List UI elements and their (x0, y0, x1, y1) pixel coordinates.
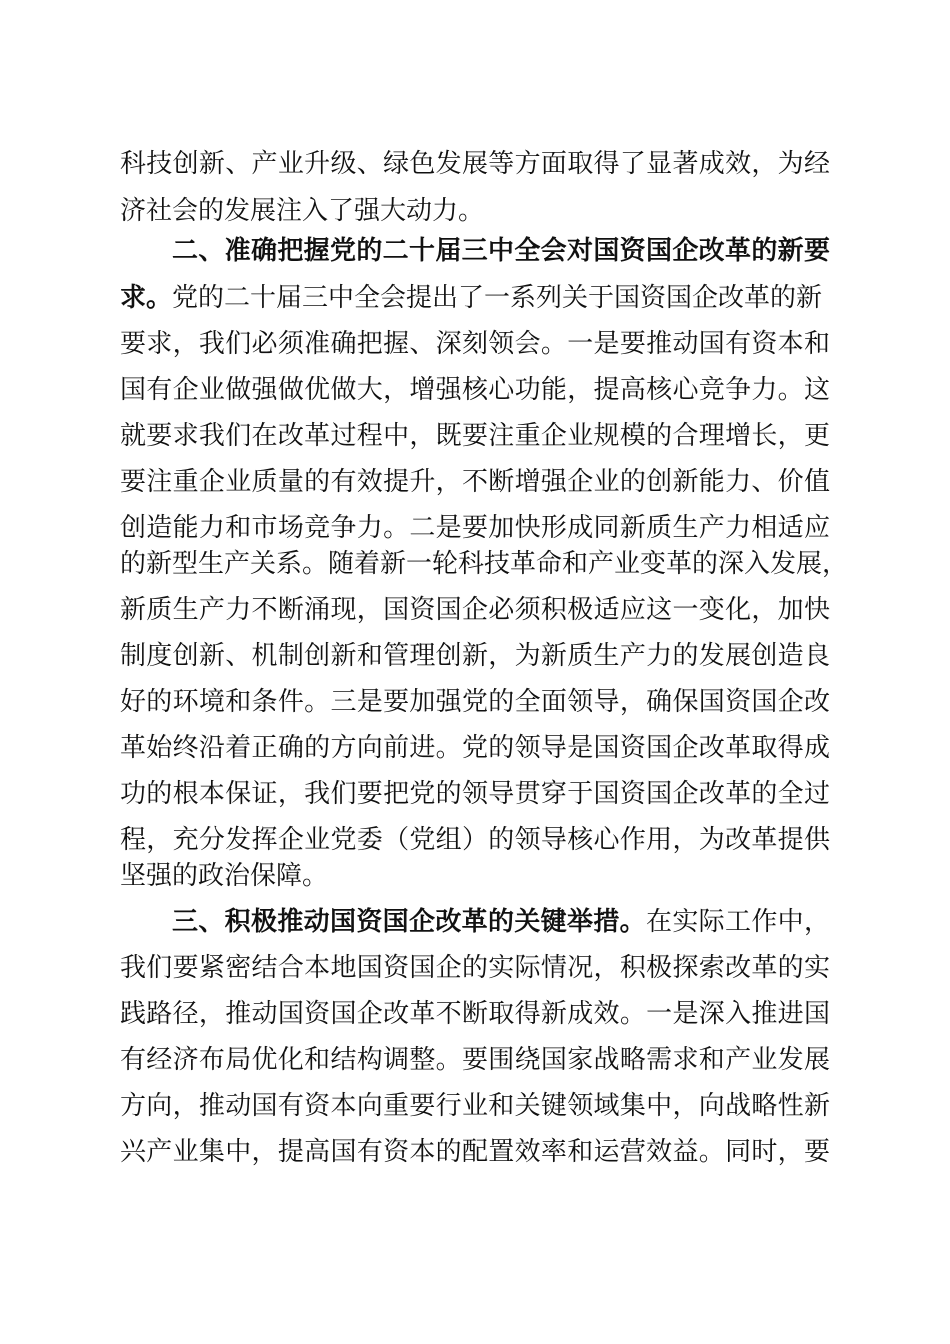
text-line: 要注重企业质量的有效提升，不断增强企业的创新能力、价值 (120, 467, 830, 497)
text-line: 新质生产力不断涌现，国资国企必须积极适应这一变化，加快 (120, 595, 830, 625)
text-line: 济社会的发展注入了强大动力。 (120, 196, 485, 226)
text-line: 功的根本保证，我们要把党的领导贯穿于国资国企改革的全过 (120, 779, 830, 809)
text-line: 创造能力和市场竞争力。二是要加快形成同新质生产力相适应 (120, 513, 830, 543)
text-span: 党的二十届三中全会提出了一系列关于国资国企改革的新 (172, 283, 823, 313)
text-line: 践路径，推动国资国企改革不断取得新成效。一是深入推进国 (120, 999, 830, 1029)
text-line: 国有企业做强做优做大，增强核心功能，提高核心竞争力。这 (120, 375, 830, 405)
text-line: 程，充分发挥企业党委（党组）的领导核心作用，为改革提供 (120, 825, 830, 855)
text-line: 制度创新、机制创新和管理创新，为新质生产力的发展创造良 (120, 641, 830, 671)
text-span: 在实际工作中， (645, 907, 830, 937)
text-line: 要求，我们必须准确把握、深刻领会。一是要推动国有资本和 (120, 329, 830, 359)
section-heading-2-end: 求。 (120, 283, 173, 313)
text-line: 就要求我们在改革过程中，既要注重企业规模的合理增长，更 (120, 421, 830, 451)
section-heading-2: 二、准确把握党的二十届三中全会对国资国企改革的新要 (172, 236, 830, 266)
text-line: 好的环境和条件。三是要加强党的全面领导，确保国资国企改 (120, 687, 830, 717)
section-heading-3: 三、积极推动国资国企改革的关键举措。 (172, 907, 646, 937)
text-line: 科技创新、产业升级、绿色发展等方面取得了显著成效，为经 (120, 149, 830, 179)
text-line (172, 899, 830, 945)
text-line: 革始终沿着正确的方向前进。党的领导是国资国企改革取得成 (120, 733, 830, 763)
text-line: 我们要紧密结合本地国资国企的实际情况，积极探索改革的实 (120, 953, 830, 983)
text-line (120, 275, 830, 321)
text-line: 坚强的政治保障。 (120, 861, 329, 891)
text-line: 有经济布局优化和结构调整。要围绕国家战略需求和产业发展 (120, 1045, 830, 1075)
text-line: 兴产业集中，提高国有资本的配置效率和运营效益。同时，要 (120, 1137, 830, 1167)
text-line: 的新型生产关系。随着新一轮科技革命和产业变革的深入发展， (120, 549, 849, 579)
text-line: 方向，推动国有资本向重要行业和关键领域集中，向战略性新 (120, 1091, 830, 1121)
